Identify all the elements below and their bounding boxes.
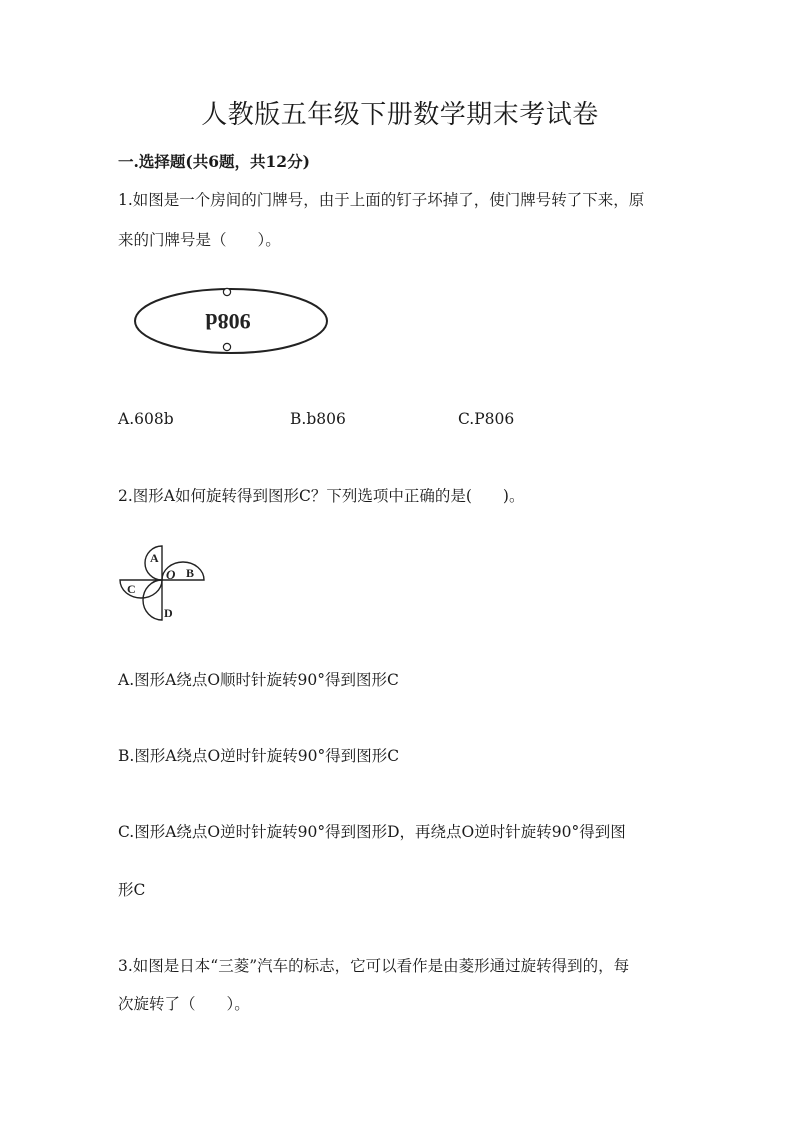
question-2-option-a[interactable]: A.图形A绕点O顺时针旋转90°得到图形C xyxy=(118,671,399,689)
question-1-option-c[interactable]: C.P806 xyxy=(458,410,515,428)
top-nail-hole xyxy=(223,288,230,295)
question-3-line-1: 3.如图是日本“三菱”汽车的标志，它可以看作是由菱形通过旋转得到的，每 xyxy=(118,957,630,975)
question-2-option-b[interactable]: B.图形A绕点O逆时针旋转90°得到图形C xyxy=(118,747,400,765)
section-heading: 一.选择题(共6题，共12分) xyxy=(118,152,310,171)
question-1-option-a[interactable]: A.608b xyxy=(118,410,174,428)
question-3-line-2: 次旋转了（ ）。 xyxy=(118,995,250,1013)
label-b: B xyxy=(186,566,195,580)
question-1-line-1: 1.如图是一个房间的门牌号，由于上面的钉子坏掉了，使门牌号转了下来，原 xyxy=(118,191,645,209)
bottom-nail-hole xyxy=(223,343,230,350)
page-title: 人教版五年级下册数学期末考试卷 xyxy=(201,100,599,130)
label-c: C xyxy=(127,582,136,596)
question-2-line-1: 2.图形A如何旋转得到图形C？下列选项中正确的是( )。 xyxy=(118,487,525,505)
shape-d xyxy=(143,580,162,620)
question-1-option-b[interactable]: B.b806 xyxy=(290,410,346,428)
label-a: A xyxy=(150,551,159,565)
label-o: O xyxy=(166,567,176,582)
question-1-line-2: 来的门牌号是（ ）。 xyxy=(118,231,281,249)
door-plate-number: 908d xyxy=(205,309,251,334)
rotation-figure xyxy=(116,540,212,626)
door-plate-figure xyxy=(128,284,336,356)
label-d: D xyxy=(164,606,173,620)
question-2-option-c-continued[interactable]: 形C xyxy=(118,881,146,899)
question-2-option-c[interactable]: C.图形A绕点O逆时针旋转90°得到图形D，再绕点O逆时针旋转90°得到图 xyxy=(118,823,626,841)
